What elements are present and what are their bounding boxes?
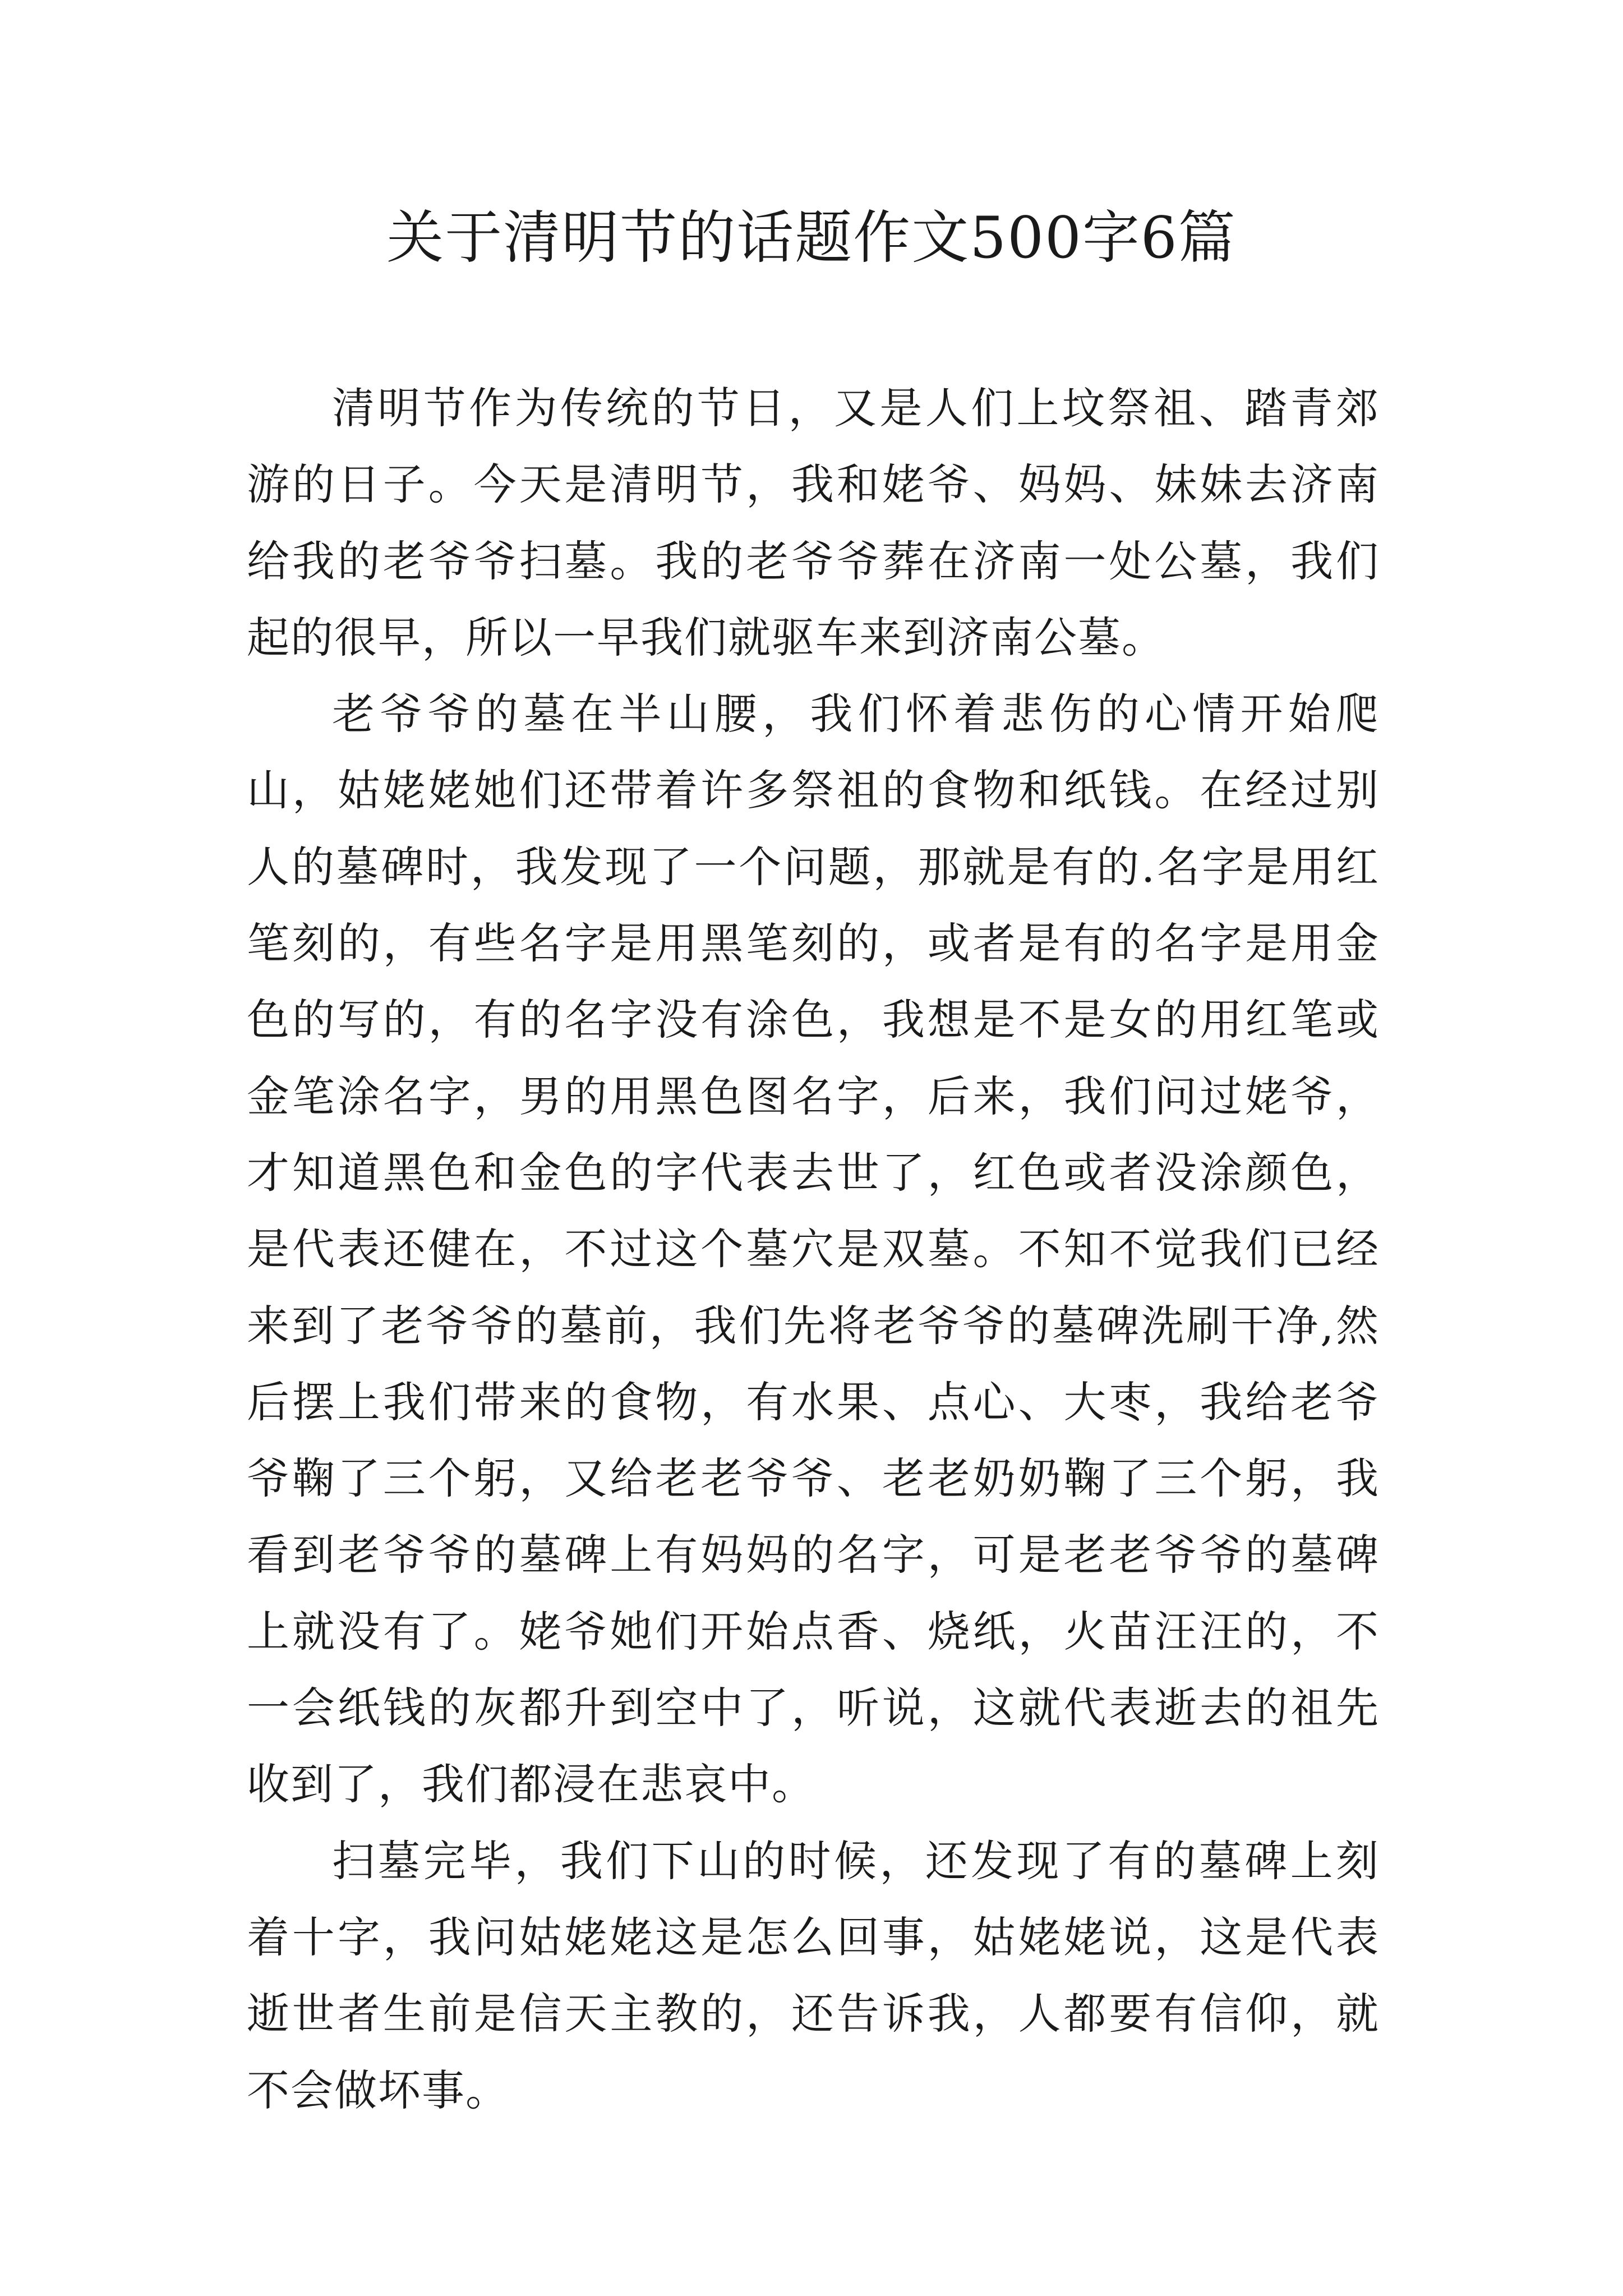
document-title: 关于清明节的话题作文500字6篇 xyxy=(386,205,1237,272)
paragraph-1: 清明节作为传统的节日，又是人们上坟祭祖、踏青郊游的日子。今天是清明节，我和姥爷、妈妈、妹妹去济南给我的老爷爷扫墓。我的老爷爷葬在济南一处公墓，我们起的很早，所以一早我们就驱车来到济南公墓。 xyxy=(247,383,1380,662)
document-body xyxy=(247,370,1380,2129)
paragraph-2: 老爷爷的墓在半山腰，我们怀着悲伤的心情开始爬山，姑姥姥她们还带着许多祭祖的食物和纸钱。在经过别人的墓碑时，我发现了一个问题，那就是有的.名字是用红笔刻的，有些名字是用黑笔刻的，或者是有的名字是用金色的写的，有的名字没有涂色，我想是不是女的用红笔或金笔涂名字，男的用黑色图名字，后来，我们问过姥爷，才知道黑色和金色的字代表去世了，红色或者没涂颜色，是代表还健在，不过这个墓穴是双墓。不知不觉我们已经来到了老爷爷的墓前，我们先将老爷爷的墓碑洗刷干净,然后摆上我们带来的食物，有水果、点心、大枣，我给老爷爷鞠了三个躬，又给老老爷爷、老老奶奶鞠了三个躬，我看到老爷爷的墓碑上有妈妈的名字，可是老老爷爷的墓碑上就没有了。姥爷她们开始点香、烧纸，火苗汪汪的，不一会纸钱的灰都升到空中了，听说，这就代表逝去的祖先收到了，我们都浸在悲哀中。 xyxy=(247,689,1380,1810)
paragraph-3: 扫墓完毕，我们下山的时候，还发现了有的墓碑上刻着十字，我问姑姥姥这是怎么回事，姑姥姥说，这是代表逝世者生前是信天主教的，还告诉我，人都要有信仰，就不会做坏事。 xyxy=(247,1835,1380,2115)
